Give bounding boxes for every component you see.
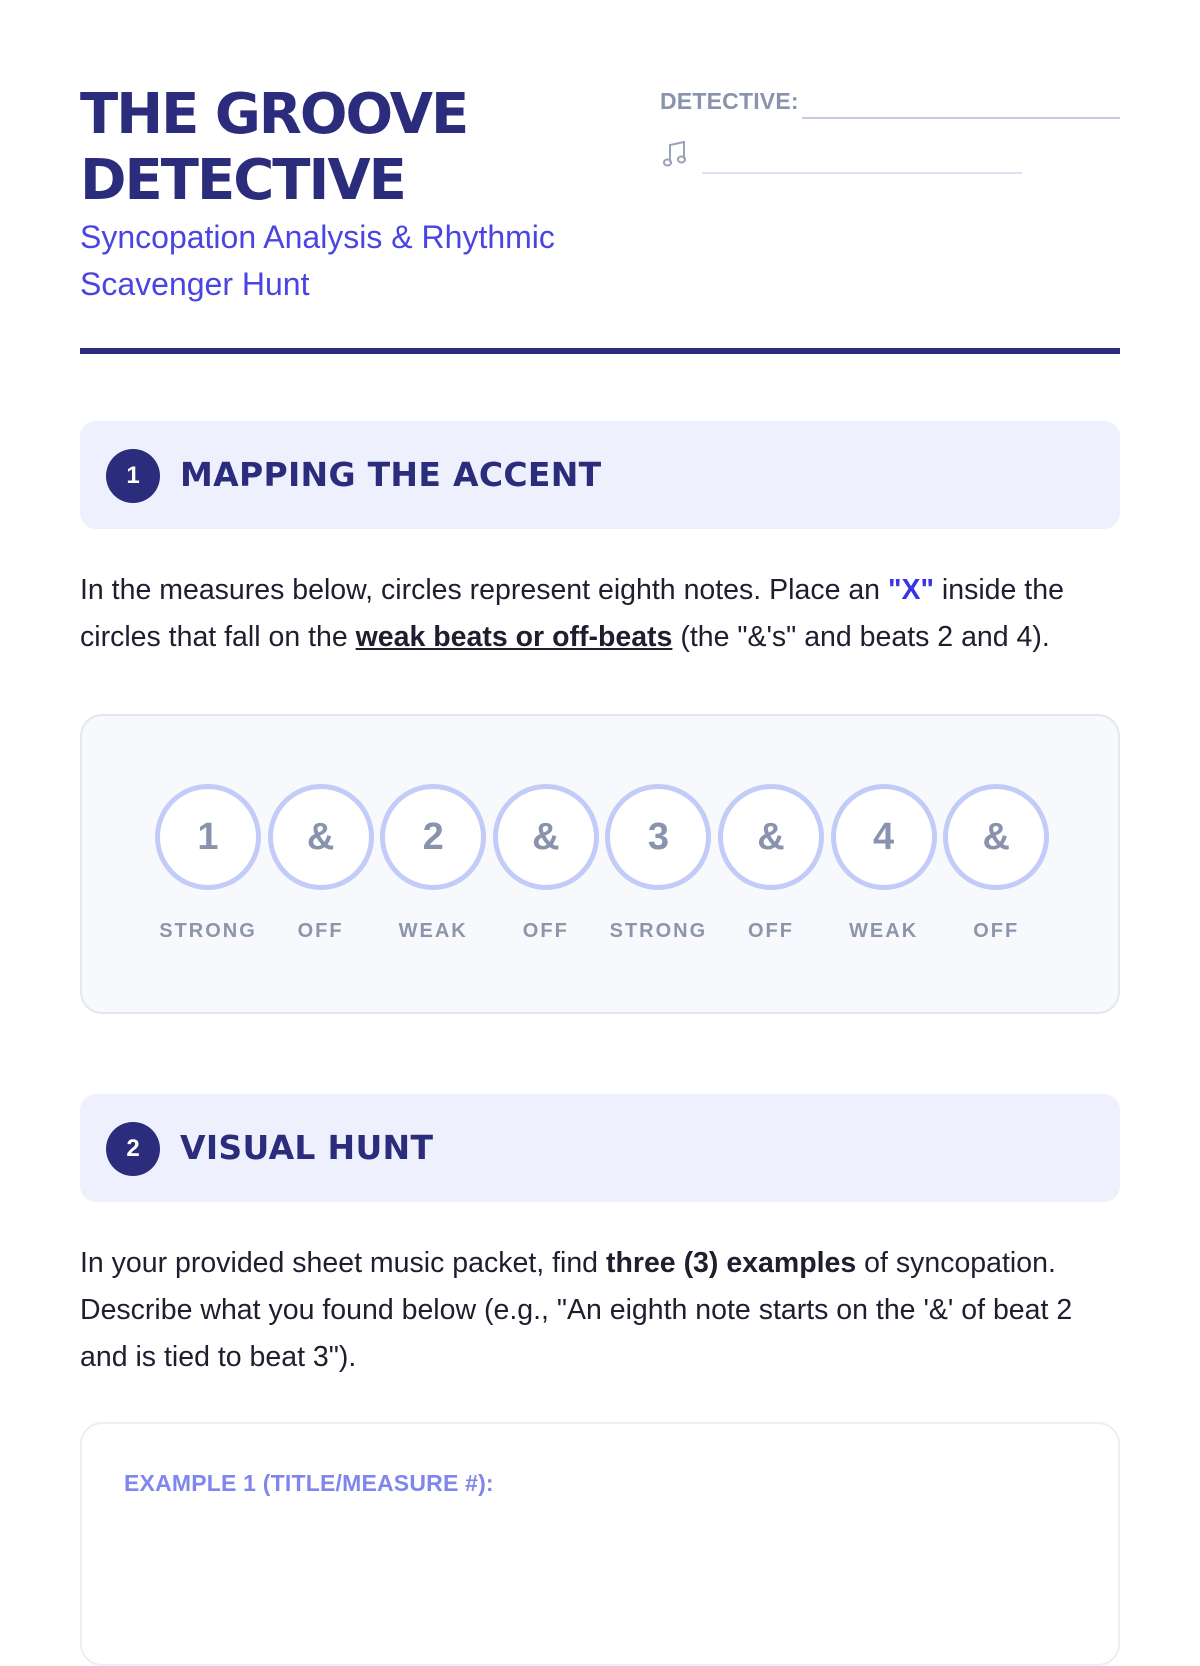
beat-1 xyxy=(155,784,261,943)
beat-label: STRONG xyxy=(159,920,257,942)
beat-label: WEAK xyxy=(398,920,468,942)
instr-2-emphasis: three (3) examples xyxy=(605,1247,857,1279)
rhythm-map-card xyxy=(80,714,1120,1014)
section-1-number-badge: 1 xyxy=(106,449,160,503)
class-period-line[interactable] xyxy=(702,172,1022,174)
section-1-instructions xyxy=(80,567,1125,661)
instr-2-text-b: of syncopation. Describe what you found below (e.g., "An eighth note starts on the '&' of beat 2 and is tied to beat 3"). xyxy=(80,1247,1073,1373)
example-1-card[interactable] xyxy=(80,1422,1120,1666)
instr-1-text-c: (the "&'s" and beats 2 and 4). xyxy=(672,621,1050,653)
worksheet-header xyxy=(80,0,1120,360)
instr-2-text-a: In your provided sheet music packet, find xyxy=(80,1247,606,1279)
beat-circle[interactable]: & xyxy=(718,784,824,890)
worksheet-subtitle xyxy=(80,214,600,308)
section-2-title: VISUAL HUNT xyxy=(180,1128,434,1167)
beat-label: WEAK xyxy=(849,920,919,942)
music-note-icon xyxy=(662,140,688,168)
beat-circle[interactable]: & xyxy=(943,784,1049,890)
instr-1-text-b: inside the circles that fall on the xyxy=(80,574,1064,653)
detective-name-line[interactable] xyxy=(802,117,1120,119)
title-line-2: DETECTIVE xyxy=(80,148,405,213)
beat-label: OFF xyxy=(522,920,569,942)
subtitle-line-1: Syncopation Analysis & Rhythmic xyxy=(80,219,555,255)
beat-3-and xyxy=(718,784,824,943)
beat-circle[interactable]: & xyxy=(268,784,374,890)
section-1-header xyxy=(80,421,1120,529)
beat-3 xyxy=(605,784,711,943)
section-2-header xyxy=(80,1094,1120,1202)
beat-circle[interactable]: 2 xyxy=(380,784,486,890)
instr-1-text-a: In the measures below, circles represent eighth notes. Place an xyxy=(80,574,888,606)
example-1-label: EXAMPLE 1 (TITLE/MEASURE #): xyxy=(124,1470,494,1496)
beat-2-and xyxy=(493,784,599,943)
detective-label: DETECTIVE: xyxy=(660,88,799,114)
instr-1-x-mark: "X" xyxy=(887,574,934,606)
beat-label: OFF xyxy=(297,920,344,942)
beat-circle[interactable]: 3 xyxy=(605,784,711,890)
beat-label: OFF xyxy=(748,920,794,942)
beat-circle[interactable]: 1 xyxy=(155,784,261,890)
title-line-1: THE GROOVE xyxy=(80,82,468,147)
section-1-title: MAPPING THE ACCENT xyxy=(180,455,602,494)
beat-2 xyxy=(380,784,486,943)
beat-label: OFF xyxy=(973,920,1020,942)
beat-4 xyxy=(831,784,937,943)
section-2-number-badge: 2 xyxy=(106,1122,160,1176)
beat-1-and xyxy=(268,784,374,943)
beat-circle[interactable]: 4 xyxy=(831,784,937,890)
instr-1-emphasis: weak beats or off-beats xyxy=(355,621,673,653)
beat-row xyxy=(155,784,1045,964)
worksheet-title xyxy=(80,82,680,214)
section-2-instructions xyxy=(80,1240,1125,1381)
beat-label: STRONG xyxy=(609,920,708,942)
beat-circle[interactable]: & xyxy=(493,784,599,890)
worksheet-page xyxy=(80,0,1120,1496)
beat-4-and xyxy=(943,784,1049,943)
subtitle-line-2: Scavenger Hunt xyxy=(80,266,310,302)
header-divider xyxy=(80,348,1120,354)
